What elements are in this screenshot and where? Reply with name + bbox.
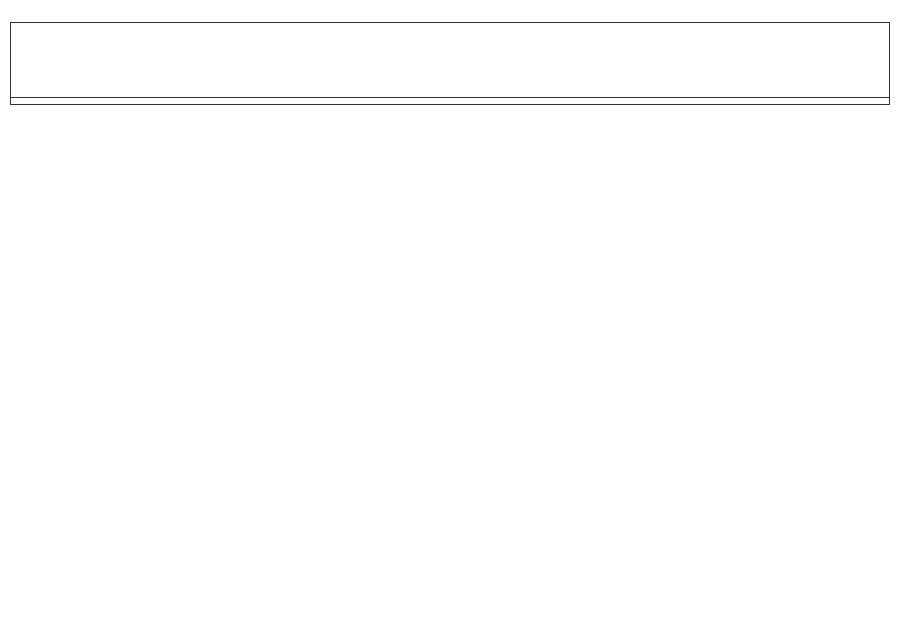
column-number-row <box>10 98 890 105</box>
document-page <box>10 22 890 634</box>
table-header <box>10 22 890 98</box>
